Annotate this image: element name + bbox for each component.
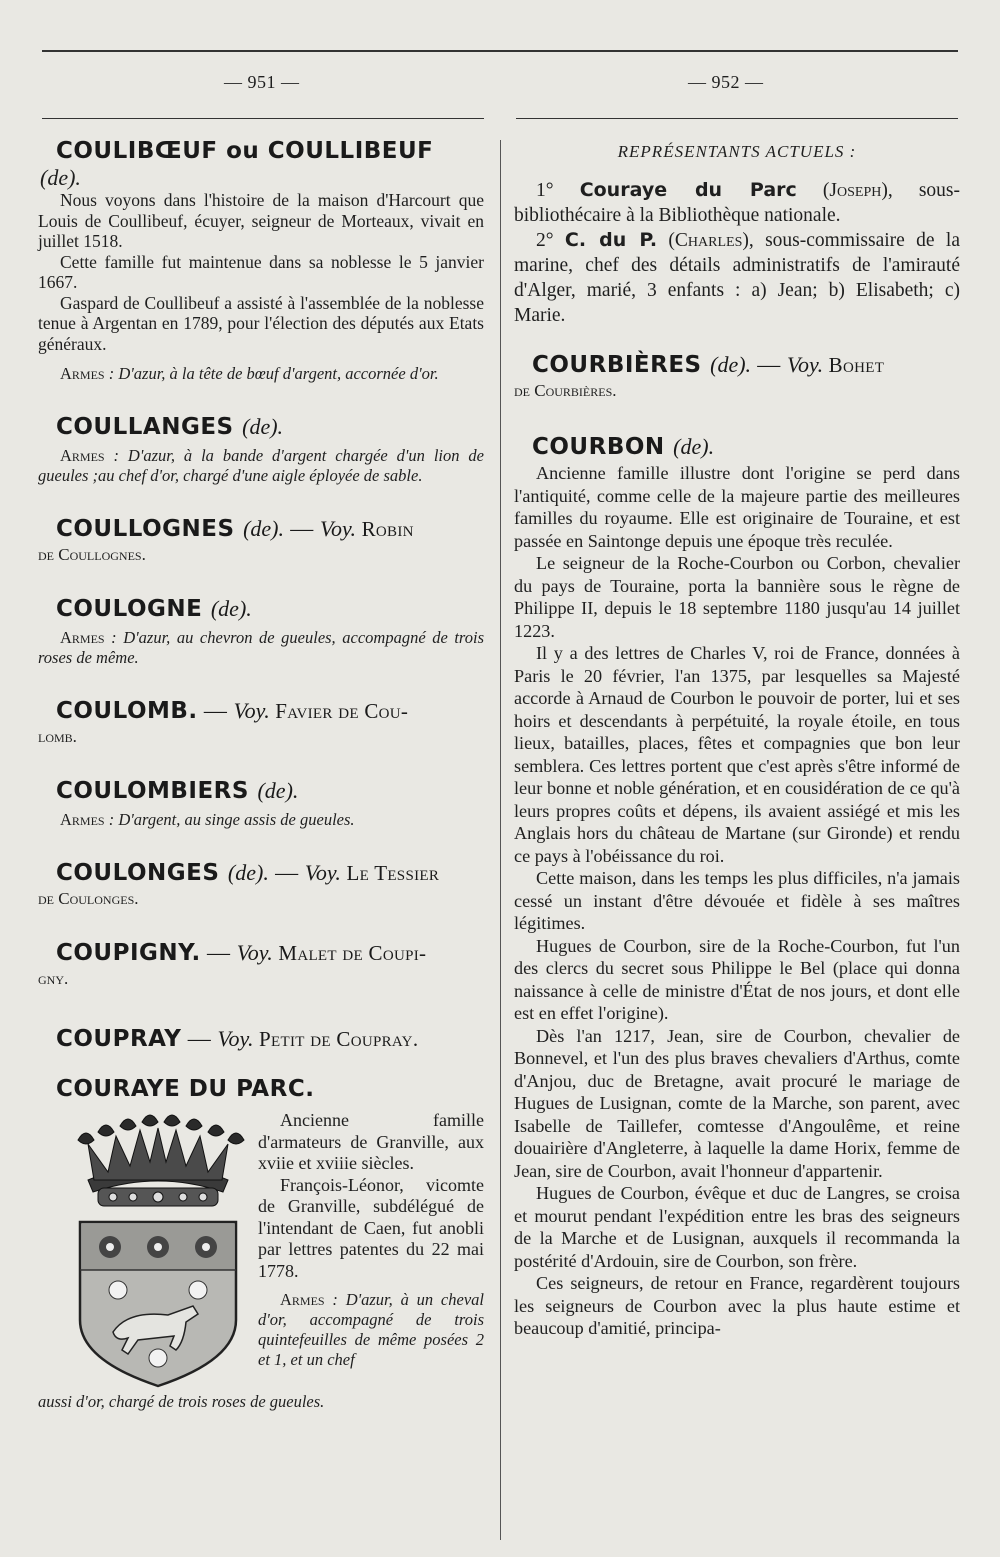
section-title: REPRÉSENTANTS ACTUELS : xyxy=(617,142,857,161)
paragraph: Hugues de Courbon, sire de la Roche-Courbon, fut l'un des clercs du secret sous Philippe le Bel (place qui donna naissance à celle de ministre d'État de nos jours, et dont elle est en effet l'origine). xyxy=(514,935,960,1023)
left-column xyxy=(38,128,484,1412)
top-rule xyxy=(42,50,958,52)
cross-reference: de Courbières. xyxy=(514,381,617,400)
paragraph: Le seigneur de la Roche-Courbon ou Corbon, chevalier du pays de Touraine, porta la bannière sous le règne de Philippe II, depuis le 18 septembre 1180 jusqu'au 14 juillet 1223. xyxy=(514,553,960,641)
entry-heading: COURBIÈRES (de). — Voy. Bohet xyxy=(532,352,885,378)
entry-heading: COUPIGNY. — Voy. Malet de Coupi- xyxy=(56,940,427,966)
paragraph: Nous voyons dans l'histoire de la maison d'Harcourt que Louis de Coullibeuf, écuyer, seigneur de Morteaux, vivait en juillet 1518. xyxy=(38,190,484,251)
entry-coulombiers xyxy=(38,776,484,830)
entry-courbon xyxy=(514,432,960,1340)
entry-coulonges xyxy=(38,858,484,910)
coat-of-arms-icon xyxy=(58,1110,258,1392)
entry-heading: COULOGNE (de). xyxy=(56,596,252,622)
entry-heading: COULOMBIERS (de). xyxy=(56,778,299,804)
entry-coulogne xyxy=(38,594,484,668)
cross-reference: gny. xyxy=(38,969,69,988)
paragraph: Hugues de Courbon, évêque et duc de Langres, se croisa et mourut pendant l'expédition entre les bras des seigneurs de la Marche et de Lusignan, auxquels il recommanda la postérité d'Ardouin, sire de Courbon, son frère. xyxy=(514,1183,960,1271)
entry-heading: COULLOGNES (de). — Voy. Robin xyxy=(56,516,414,542)
arms-blazon-tail: aussi d'or, chargé de trois roses de gueules. xyxy=(38,1392,325,1411)
entry-heading: COULOMB. — Voy. Favier de Cou- xyxy=(56,698,409,724)
entry-courbieres xyxy=(514,350,960,402)
entry-particle: (de). xyxy=(40,165,81,190)
entry-coulliboeuf xyxy=(38,136,484,384)
entry-heading: COURAYE DU PARC. xyxy=(56,1076,315,1102)
paragraph: Il y a des lettres de Charles V, roi de France, données à Paris le 20 février, l'an 1375, par lesquelles sa Majesté accorde à Arnaud de Courbon le pouvoir de porter, lui et ses hoirs et descendants à perpétuité, la royale étoile, en tous lieux, batailles, places, fêtes et compagnies que bon leur semblera. Ces lettres portent que c'est après s'être informé de leur bonne et noble génération, et en cousidération de ce qu'à leurs propres coûts et dépens, ils avaient assiégé et mis les Anglais hors du château de Martane (sur Gironde) et rendu ce pays à l'obéissance du roi. xyxy=(514,643,960,866)
column-divider xyxy=(500,140,501,1540)
paragraph: Gaspard de Coullibeuf a assisté à l'assemblée de la noblesse tenue à Argentan en 1789, pour l'élection des députés aux Etats généraux. xyxy=(38,292,484,354)
entry-coullanges xyxy=(38,412,484,486)
entry-heading: COURBON (de). xyxy=(532,434,715,460)
entry-heading: COUPRAY — Voy. Petit de Coupray. xyxy=(56,1026,419,1052)
cross-reference: de Coullognes. xyxy=(38,545,146,564)
header-rule-right xyxy=(516,118,958,119)
right-column xyxy=(514,128,960,1340)
couraye-text xyxy=(258,1110,484,1370)
arms-blazon: Armes : D'argent, au singe assis de gueules. xyxy=(60,810,355,829)
paragraph: Ancienne famille d'armateurs de Granville, aux xviie et xviiie siècles. xyxy=(258,1110,484,1173)
arms-blazon: Armes : D'azur, à la bande d'argent chargée d'un lion de gueules ;au chef d'or, chargé d'une aigle éployée de sable. xyxy=(38,446,484,485)
entry-coupray xyxy=(38,1024,484,1054)
cross-reference: de Coulonges. xyxy=(38,889,139,908)
entry-coullognes xyxy=(38,514,484,566)
arms-blazon: Armes : D'azur, au chevron de gueules, accompagné de trois roses de même. xyxy=(38,628,484,667)
paragraph: Ancienne famille illustre dont l'origine se perd dans l'antiquité, comme celle de la majeure partie des meilleures familles du royaume. Elle est originaire de Touraine, et est passée en Saintonge depuis une époque très reculée. xyxy=(514,463,960,551)
entry-heading: COULLANGES (de). xyxy=(56,414,284,440)
entry-heading: COULONGES (de). — Voy. Le Tessier xyxy=(56,860,440,886)
representative-1: 1° Couraye du Parc (Joseph), sous-bibliothécaire à la Bibliothèque nationale. xyxy=(514,179,961,226)
paragraph: François-Léonor, vicomte de Granville, subdélégué de l'intendant de Caen, fut anobli par lettres patentes du 22 mai 1778. xyxy=(258,1174,484,1281)
paragraph: Dès l'an 1217, Jean, sire de Courbon, chevalier de Bonnevel, et l'un des plus braves chevaliers d'Arthus, comte d'Anjou, duc de Bretagne, avait procuré le mariage de Hugues de Lusignan, comte de la Marche, son parent, avec Isabelle de Taillefer, comtesse d'Angoulême, et reine douairière d'Angleterre, à laquelle la dame Horix, femme de Jean, sire de Courbon, avait l'honneur d'appartenir. xyxy=(514,1025,960,1181)
representative-2: 2° C. du P. (Charles), sous-commissaire de la marine, chef des détails administratifs de l'amirauté d'Alger, marié, 3 enfants : a) Jean; b) Elisabeth; c) Marie. xyxy=(514,229,960,326)
paragraph: Cette maison, dans les temps les plus difficiles, n'a jamais cessé un instant d'être dévouée et fidèle à ses maîtres légitimes. xyxy=(514,868,960,933)
paragraph: Ces seigneurs, de retour en France, regardèrent toujours les seigneurs de Courbon avec la plus haute estime et beaucoup d'amitié, principa- xyxy=(514,1273,960,1338)
entry-couraye-du-parc xyxy=(38,1074,484,1412)
entry-heading: COULIBŒUF ou COULLIBEUF xyxy=(56,138,434,164)
cross-reference: lomb. xyxy=(38,727,77,746)
arms-blazon: Armes : D'azur, à un cheval d'or, accompagné de trois quintefeuilles de même posées 2 et 1, et un chef xyxy=(258,1290,484,1369)
page-number-left: — 951 — xyxy=(224,72,300,92)
page-number-right: — 952 — xyxy=(688,72,764,92)
entry-coulomb xyxy=(38,696,484,748)
entry-coupigny xyxy=(38,938,484,990)
paragraph: Cette famille fut maintenue dans sa noblesse le 5 janvier 1667. xyxy=(38,251,484,292)
arms-blazon: Armes : D'azur, à la tête de bœuf d'argent, accornée d'or. xyxy=(60,364,439,383)
header-rule-left xyxy=(42,118,484,119)
